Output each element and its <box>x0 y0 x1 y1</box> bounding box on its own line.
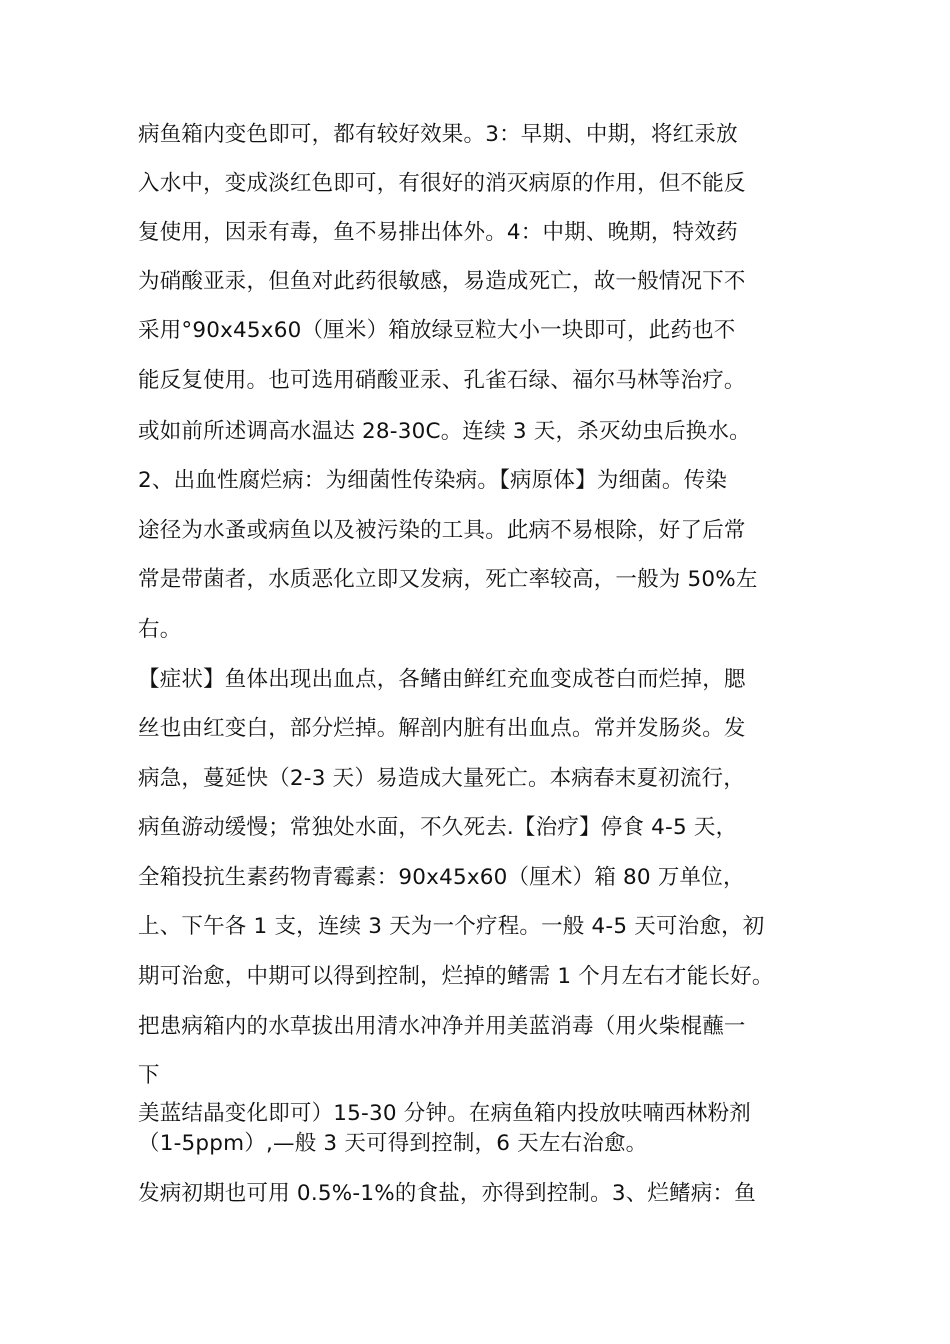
text-line: （1-5ppm）,—般 3 天可得到控制，6 天左右治愈。 <box>138 1131 648 1156</box>
text-line: 病鱼游动缓慢；常独处水面，不久死去.【治疗】停食 4-5 天， <box>138 815 738 840</box>
text-line: 期可治愈，中期可以得到控制，烂掉的鳍需 1 个月左右才能长好。 <box>138 964 774 989</box>
text-line: 发病初期也可用 0.5%-1%的食盐，亦得到控制。3、烂鳍病：鱼 <box>138 1181 756 1206</box>
text-line: 常是带菌者，水质恶化立即又发病，死亡率较高，一般为 50%左 <box>138 567 758 592</box>
text-line: 能反复使用。也可选用硝酸亚汞、孔雀石绿、福尔马林等治疗。 <box>138 368 746 393</box>
text-line: 病急，蔓延快（2-3 天）易造成大量死亡。本病春末夏初流行， <box>138 766 745 791</box>
text-line: 【症状】鱼体出现出血点，各鳍由鲜红充血变成苍白而烂掉，腮 <box>138 667 746 692</box>
text-line: 右。 <box>138 617 182 642</box>
text-line: 全箱投抗生素药物青霉素：90x45x60（厘术）箱 80 万单位， <box>138 865 745 890</box>
text-line: 2、出血性腐烂病：为细菌性传染病。【病原体】为细菌。传染 <box>138 468 728 493</box>
text-line: 采用°90x45x60（厘米）箱放绿豆粒大小一块即可，此药也不 <box>138 318 736 343</box>
text-line: 丝也由红变白，部分烂掉。解剖内脏有出血点。常并发肠炎。发 <box>138 716 746 741</box>
text-line: 途径为水蚤或病鱼以及被污染的工具。此病不易根除，好了后常 <box>138 518 746 543</box>
text-line: 或如前所述调高水温达 28-30C。连续 3 天，杀灭幼虫后换水。 <box>138 419 751 444</box>
text-line: 为硝酸亚汞，但鱼对此药很敏感，易造成死亡，故一般情况下不 <box>138 269 746 294</box>
text-line: 入水中，变成淡红色即可，有很好的消灭病原的作用，但不能反 <box>138 171 746 196</box>
text-line: 下 <box>138 1063 160 1088</box>
text-line: 病鱼箱内变色即可，都有较好效果。3：早期、中期，将红汞放 <box>138 122 738 147</box>
text-line: 复使用，因汞有毒，鱼不易排出体外。4：中期、晚期，特效药 <box>138 220 738 245</box>
text-line: 上、下午各 1 支，连续 3 天为一个疗程。一般 4-5 天可治愈，初 <box>138 914 765 939</box>
text-line: 把患病箱内的水草拔出用清水冲净并用美蓝消毒（用火柴棍蘸一 <box>138 1014 746 1039</box>
text-line: 美蓝结晶变化即可）15-30 分钟。在病鱼箱内投放呋喃西林粉剂 <box>138 1101 752 1126</box>
